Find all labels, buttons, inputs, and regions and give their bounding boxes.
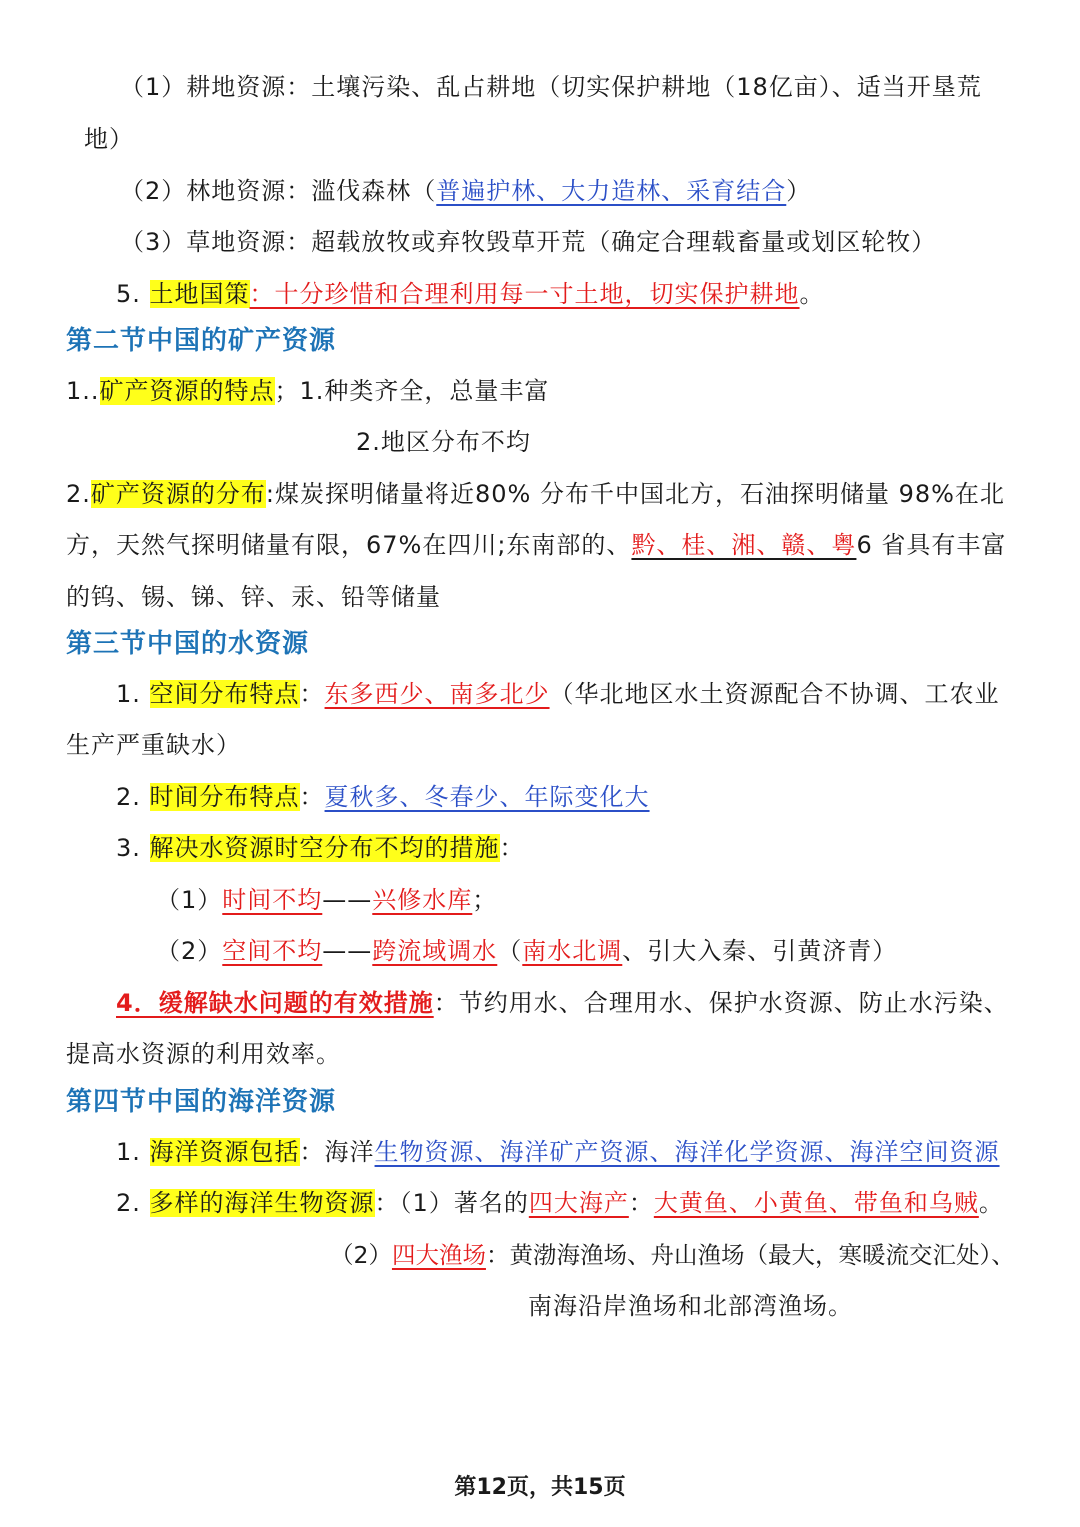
water-temporal-label: 时间分布特点 (149, 783, 300, 811)
land-policy-line: 5. 土地国策：十分珍惜和合理利用每一寸土地，切实保护耕地。 (116, 280, 825, 308)
mineral-distribution-line: 2.矿产资源的分布:煤炭探明储量将近80% 分布千中国北方，石油探明储量 98%在北 (66, 480, 1005, 508)
mineral-features-label: 矿产资源的特点 (99, 377, 275, 405)
water-shortage-line: 4．缓解缺水问题的有效措施：节约用水、合理用水、保护水资源、防止水污染、 (116, 989, 1009, 1017)
water-temporal-line: 2. 时间分布特点：夏秋多、冬春少、年际变化大 (116, 783, 650, 811)
water-measure-time: （1）时间不均——兴修水库； (156, 886, 498, 914)
forest-line: （2）林地资源：滥伐森林（普遍护林、大力造林、采育结合） (120, 177, 812, 205)
farmland-line: （1）耕地资源：土壤污染、乱占耕地（切实保护耕地（18亿亩）、适当开垦荒 (120, 73, 982, 101)
ocean-resources-list: 生物资源、海洋矿产资源、海洋化学资源、海洋空间资源 (374, 1138, 1000, 1166)
page-number: 第12页，共15页 (454, 1475, 626, 1500)
forest-measures: 普遍护林、大力造林、采育结合 (436, 177, 787, 205)
southeast-provinces: 黔、桂、湘、赣、粤 (631, 531, 857, 559)
farmland-line-cont: 地） (84, 125, 134, 153)
mineral-distribution-label: 矿产资源的分布 (90, 480, 266, 508)
water-shortage-label: 4．缓解缺水问题的有效措施 (116, 989, 434, 1017)
land-policy-text: ：十分珍惜和合理利用每一寸土地，切实保护耕地 (249, 280, 800, 308)
fishing-grounds-line: （2）四大渔场：黄渤海渔场、舟山渔场（最大，寒暖流交汇处）、 (330, 1241, 1015, 1269)
mineral-features-line-2: 2.地区分布不均 (356, 428, 531, 456)
ocean-resources-line: 1. 海洋资源包括：海洋生物资源、海洋矿产资源、海洋化学资源、海洋空间资源 (116, 1138, 1000, 1166)
water-temporal-text: 夏秋多、冬春少、年际变化大 (324, 783, 650, 811)
land-policy-label: 土地国策 (149, 280, 250, 308)
water-shortage-line-2: 提高水资源的利用效率。 (66, 1040, 341, 1068)
marine-bio-label: 多样的海洋生物资源 (149, 1189, 375, 1217)
grassland-line: （3）草地资源：超载放牧或弃牧毁草开荒（确定合理载畜量或划区轮牧） (120, 228, 937, 256)
ocean-resources-label: 海洋资源包括 (149, 1138, 300, 1166)
section-2-title: 第二节中国的矿产资源 (66, 326, 337, 356)
mineral-distribution-line-2: 方，天然气探明储量有限，67%在四川;东南部的、黔、桂、湘、赣、粤6 省具有丰富 (66, 531, 1007, 559)
water-spatial-text: 东多西少、南多北少 (324, 680, 550, 708)
section-3-title: 第三节中国的水资源 (66, 629, 310, 659)
mineral-distribution-line-3: 的钨、锡、锑、锌、汞、铅等储量 (66, 583, 441, 611)
fishing-grounds-line-2: 南海沿岸渔场和北部湾渔场。 (528, 1292, 853, 1320)
water-spatial-line: 1. 空间分布特点：东多西少、南多北少（华北地区水土资源配合不协调、工农业 (116, 680, 1000, 708)
water-measures-line: 3. 解决水资源时空分布不均的措施： (116, 834, 525, 862)
water-measures-label: 解决水资源时空分布不均的措施 (149, 834, 500, 862)
mineral-features-line: 1..矿产资源的特点；1.种类齐全，总量丰富 (66, 377, 550, 405)
water-measure-space: （2）空间不均——跨流域调水（南水北调、引大入秦、引黄济青） (156, 937, 898, 965)
marine-bio-line: 2. 多样的海洋生物资源：（1）著名的四大海产：大黄鱼、小黄鱼、带鱼和乌贼。 (116, 1189, 1004, 1217)
water-spatial-label: 空间分布特点 (149, 680, 300, 708)
water-spatial-line-2: 生产严重缺水） (66, 731, 241, 759)
section-4-title: 第四节中国的海洋资源 (66, 1087, 337, 1117)
